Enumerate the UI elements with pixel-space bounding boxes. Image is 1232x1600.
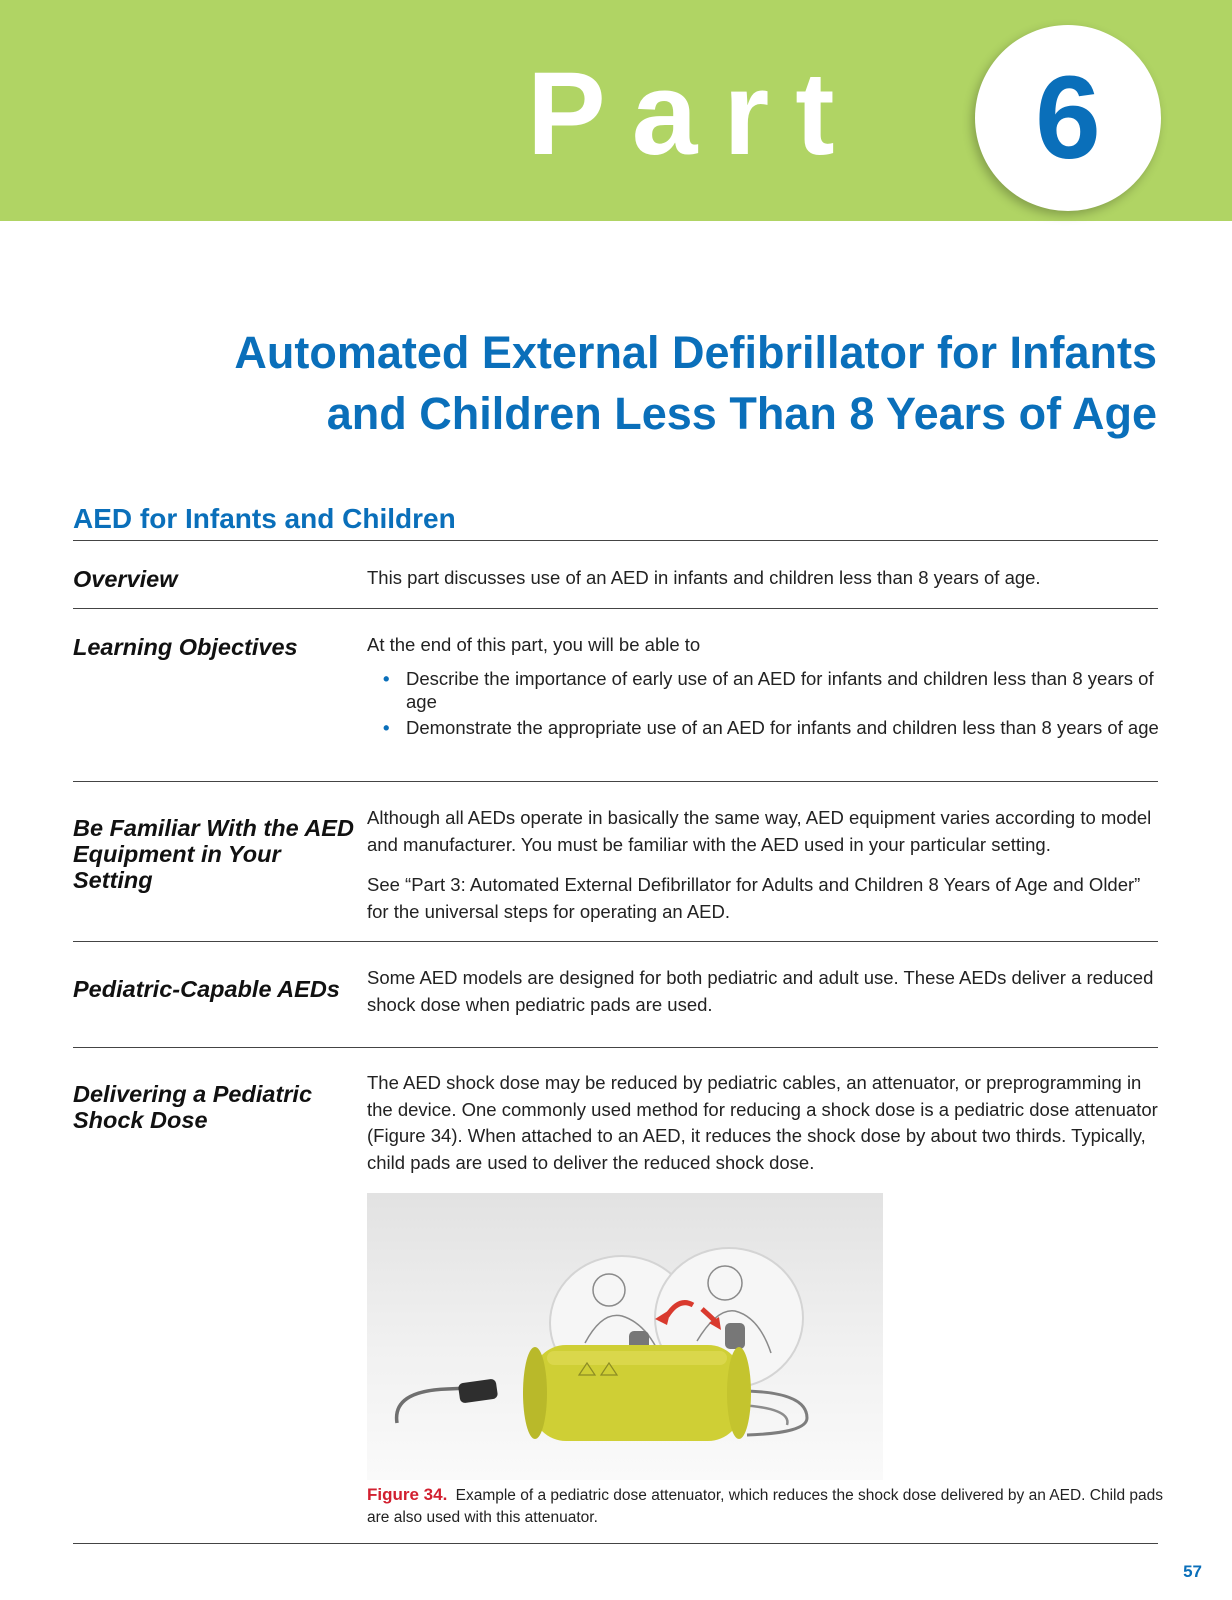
divider [73, 941, 1158, 942]
divider [73, 1047, 1158, 1048]
connector-plug [458, 1378, 498, 1403]
objectives-label: Learning Objectives [73, 634, 298, 660]
section-heading: AED for Infants and Children [73, 503, 456, 534]
electrode-right [725, 1323, 745, 1349]
attenuator-highlight [547, 1351, 727, 1365]
attenuator-figure [367, 1193, 883, 1480]
capable-body: Some AED models are designed for both pediatric and adult use. These AEDs deliver a reduced shock dose when pediatric pads are used. [367, 967, 1154, 1015]
bullet-icon: • [383, 716, 390, 738]
divider [73, 608, 1158, 609]
part-number-circle [975, 25, 1161, 211]
familiar-paragraph-2: See “Part 3: Automated External Defibrillator for Adults and Children 8 Years of Age and Older” for the universal steps for operating an AED. [367, 874, 1141, 922]
attenuator-illustration [367, 1193, 883, 1480]
divider [73, 781, 1158, 782]
delivering-body: The AED shock dose may be reduced by pediatric cables, an attenuator, or preprogramming in the device. One commonly used method for reducing a shock dose is a pediatric dose attenuator (Figure 34). When attached to an AED, it reduces the shock dose by about two thirds. Typically, child pads are used to deliver the reduced shock dose. [367, 1072, 1158, 1173]
divider [73, 1543, 1158, 1544]
familiar-paragraph-1: Although all AEDs operate in basically the same way, AED equipment varies according to model and manufacturer. You must be familiar with the AED used in your particular setting. [367, 807, 1152, 855]
figure-label: Figure 34. [367, 1485, 448, 1504]
page-title-line1: Automated External Defibrillator for Infants [234, 327, 1157, 378]
attenuator-end-right [727, 1347, 751, 1439]
list-item [367, 667, 1162, 714]
overview-label: Overview [73, 566, 178, 592]
attenuator-end-left [523, 1347, 547, 1439]
objectives-body [367, 632, 1162, 741]
part-word: Part [527, 48, 861, 180]
divider [73, 540, 1158, 541]
part-number: 6 [1035, 52, 1101, 184]
figure-caption-text: Example of a pediatric dose attenuator, which reduces the shock dose delivered by an AED. Child pads are also used with this attenuator. [367, 1487, 1164, 1526]
list-item-text: Describe the importance of early use of an AED for infants and children less than 8 years of age [406, 667, 1154, 712]
list-item [367, 716, 1162, 740]
capable-label: Pediatric-Capable AEDs [73, 976, 340, 1002]
part-banner [0, 0, 1232, 221]
list-item-text: Demonstrate the appropriate use of an AED for infants and children less than 8 years of age [406, 716, 1159, 738]
delivering-label: Delivering a Pediatric Shock Dose [73, 1081, 313, 1133]
familiar-label: Be Familiar With the AED Equipment in Your Setting [73, 815, 354, 893]
page-title [57, 322, 1157, 444]
objectives-intro: At the end of this part, you will be able to [367, 634, 701, 655]
figure-caption [367, 1484, 1167, 1529]
familiar-body [367, 805, 1162, 939]
overview-body: This part discusses use of an AED in infants and children less than 8 years of age. [367, 567, 1041, 588]
objectives-list [367, 667, 1162, 740]
page-title-line2: and Children Less Than 8 Years of Age [326, 388, 1157, 439]
bullet-icon: • [383, 667, 390, 689]
page-number: 57 [1183, 1562, 1202, 1581]
